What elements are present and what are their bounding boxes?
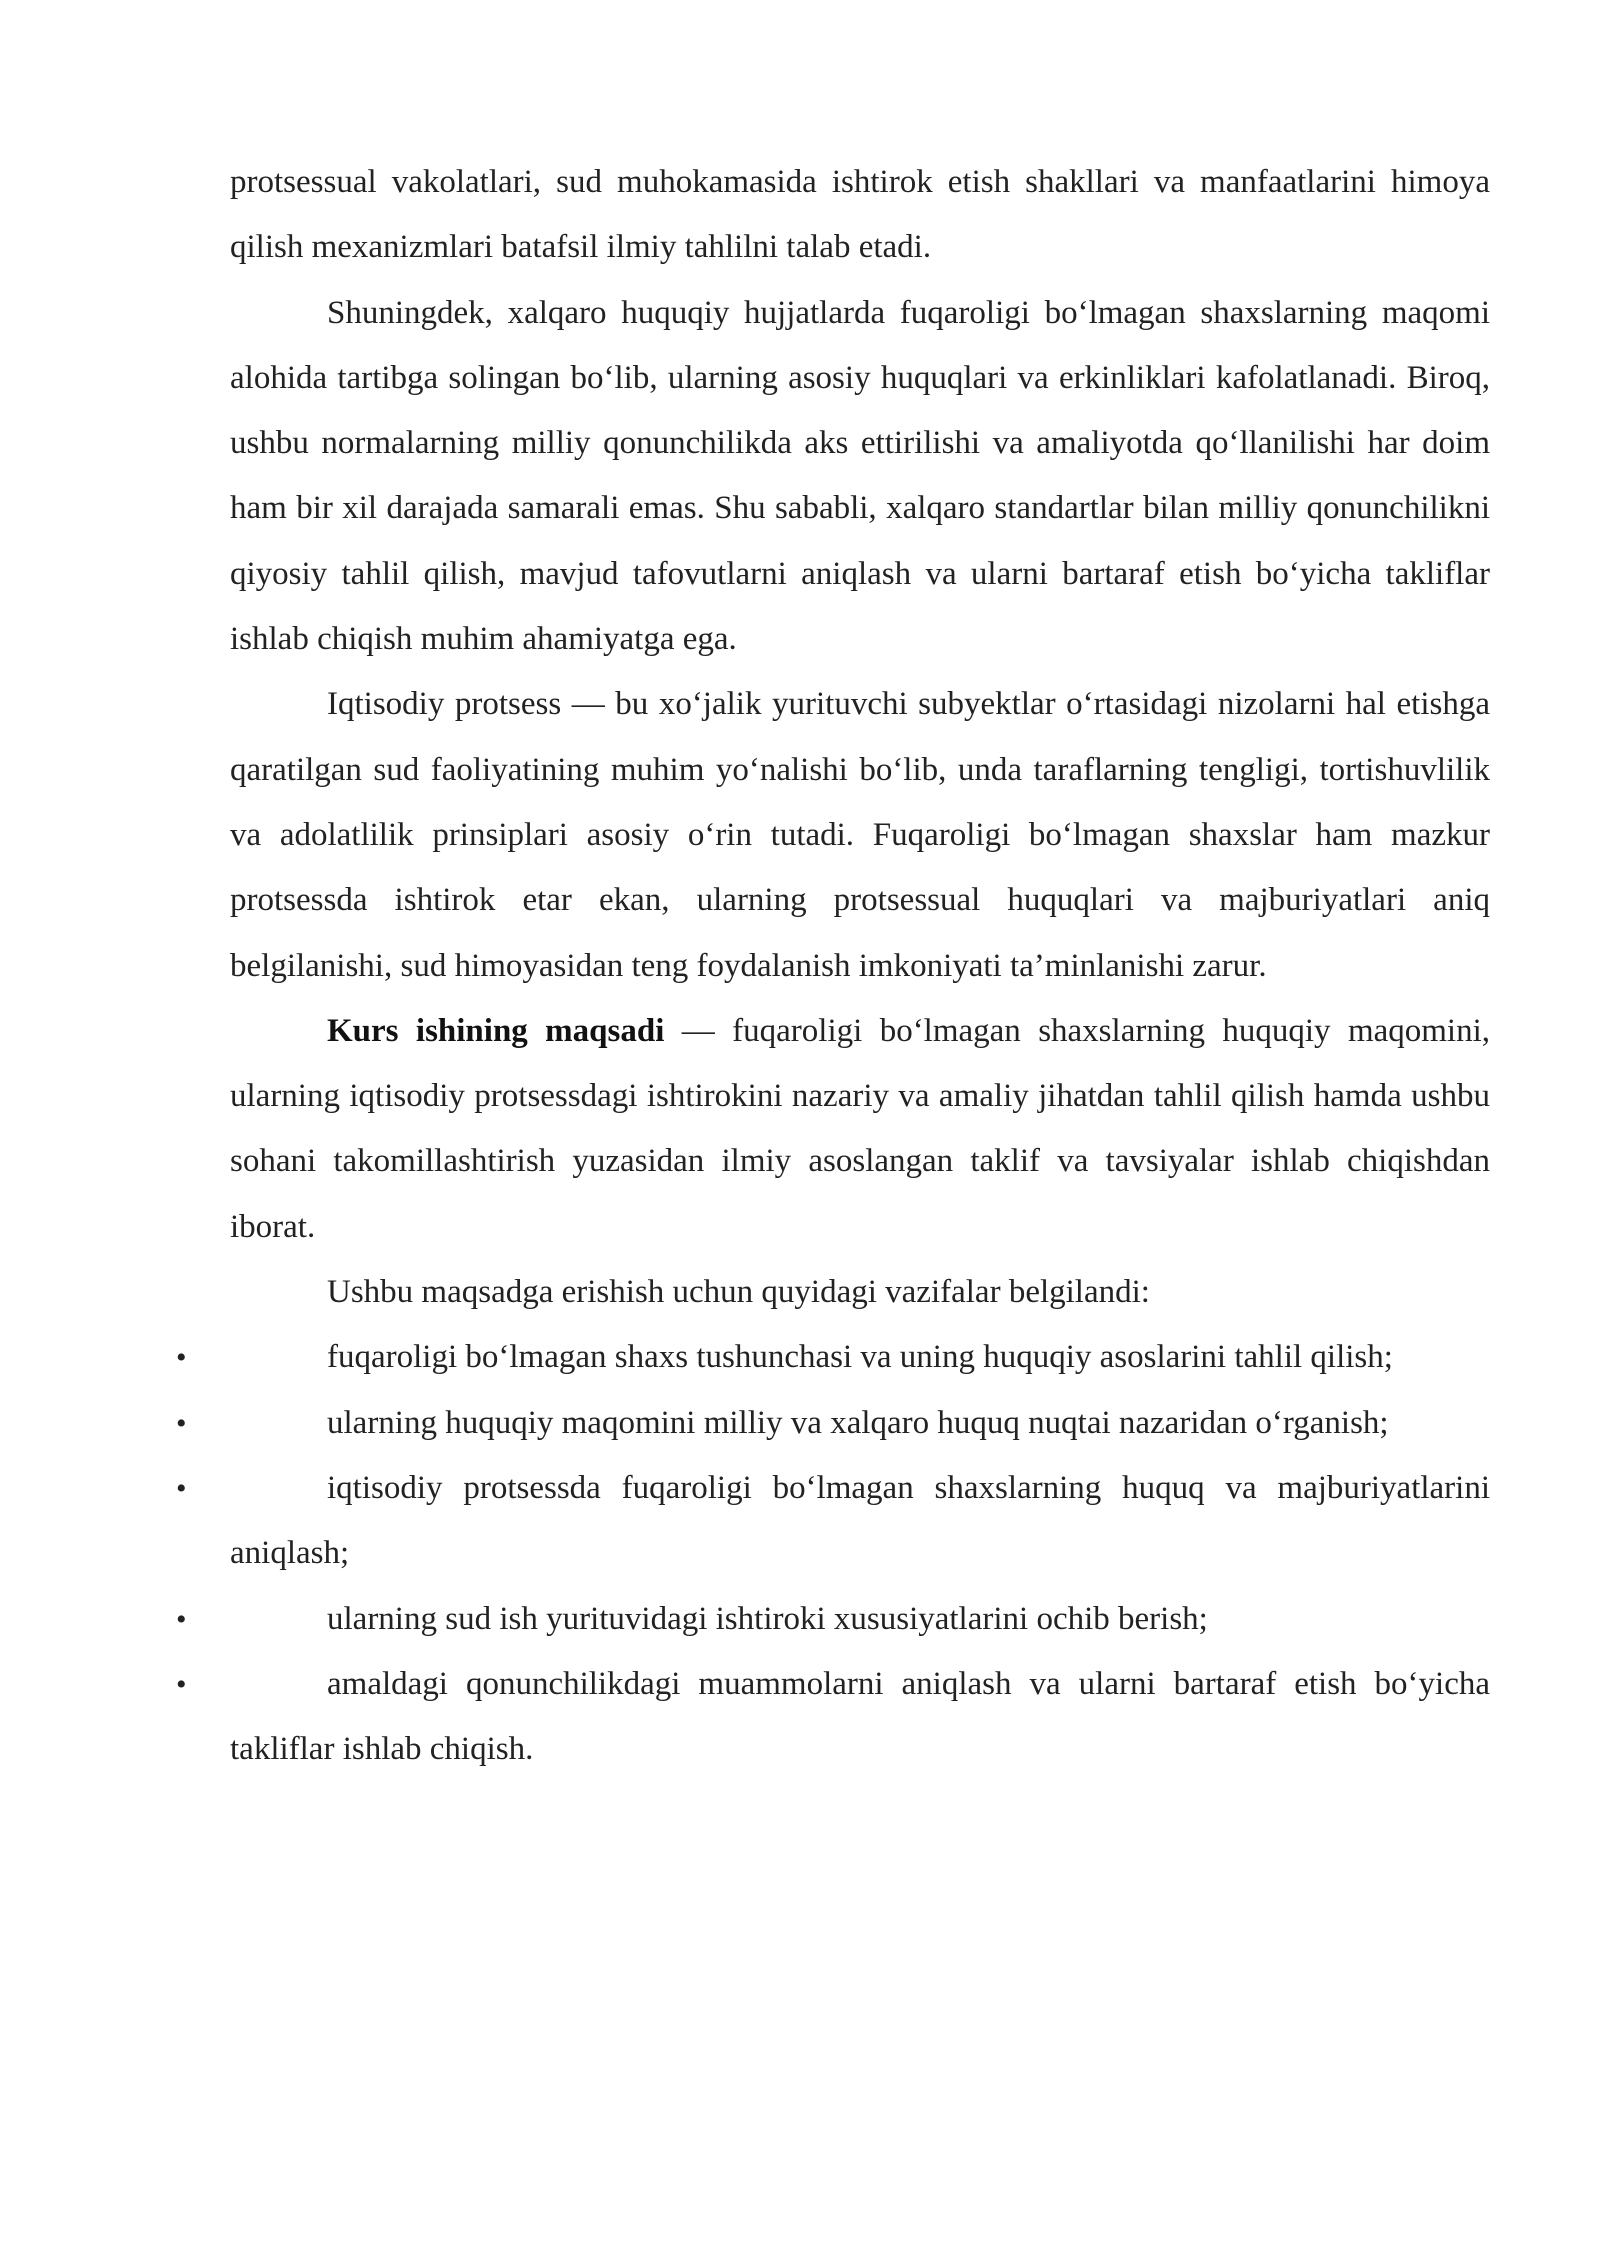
bullet-icon: • bbox=[176, 1341, 187, 1375]
list-item bbox=[176, 1391, 1490, 1456]
list-item-text: ularning huquqiy maqomini milliy va xalqaro huquq nuqtai nazaridan o‘rganish; bbox=[327, 1404, 1389, 1441]
list-item bbox=[176, 1587, 1490, 1652]
list-item bbox=[176, 1652, 1490, 1783]
list-item bbox=[176, 1325, 1490, 1390]
list-item-text: fuqaroligi bo‘lmagan shaxs tushunchasi va uning huquqiy asoslarini tahlil qilish; bbox=[327, 1339, 1393, 1376]
list-item-text: ularning sud ish yurituvidagi ishtiroki xususiyatlarini ochib berish; bbox=[327, 1600, 1208, 1637]
list-item bbox=[176, 1456, 1490, 1587]
list-item-text: iqtisodiy protsessda fuqaroligi bo‘lmagan shaxslarning huquq va majburiyatlarini aniqlash; bbox=[230, 1469, 1490, 1572]
bullet-icon: • bbox=[176, 1602, 187, 1636]
paragraph-international-standards: Shuningdek, xalqaro huquqiy hujjatlarda fuqaroligi bo‘lmagan shaxslarning maqomi alohida tartibga solingan bo‘lib, ularning asosiy huquqlari va erkinliklari kafolatlanadi. Biroq, ushbu normalarning milliy qonunchilikda aks ettirilishi va amaliyotda qo‘llanilishi har doim ham bir xil darajada samarali emas. Shu sababli, xalqaro standartlar bilan milliy qonunchilikni qiyosiy tahlil qilish, mavjud tafovutlarni aniqlash va ularni bartaraf etish bo‘yicha takliflar ishlab chiqish muhim ahamiyatga ega. bbox=[230, 294, 1490, 658]
paragraph-continuation: protsessual vakolatlari, sud muhokamasida ishtirok etish shakllari va manfaatlarini himoya qilish mexanizmlari batafsil ilmiy tahlilni talab etadi. bbox=[230, 164, 1490, 266]
course-goal-text: — fuqaroligi bo‘lmagan shaxslarning huquqiy maqomini, ularning iqtisodiy protsessdagi ishtirokini nazariy va amaliy jihatdan tahlil qilish hamda ushbu sohani takomillashtirish yuzasidan ilmiy asoslangan taklif va tavsiyalar ishlab chiqishdan iborat. bbox=[230, 1012, 1491, 1245]
bullet-icon: • bbox=[176, 1406, 187, 1440]
tasks-list bbox=[176, 1325, 1490, 1782]
list-item-text: amaldagi qonunchilikdagi muammolarni aniqlash va ularni bartaraf etish bo‘yicha takliflar ishlab chiqish. bbox=[230, 1665, 1490, 1768]
paragraph-economic-process: Iqtisodiy protsess — bu xo‘jalik yurituvchi subyektlar o‘rtasidagi nizolarni hal etishga qaratilgan sud faoliyatining muhim yo‘nalishi bo‘lib, unda taraflarning tengligi, tortishuvlilik va adolatlilik prinsiplari asosiy o‘rin tutadi. Fuqaroligi bo‘lmagan shaxslar ham mazkur protsessda ishtirok etar ekan, ularning protsessual huquqlari va majburiyatlari aniq belgilanishi, sud himoyasidan teng foydalanish imkoniyati ta’minlanishi zarur. bbox=[230, 686, 1490, 984]
course-goal-heading: Kurs ishining maqsadi bbox=[327, 1012, 665, 1049]
bullet-icon: • bbox=[176, 1471, 187, 1505]
paragraph-course-goal bbox=[230, 999, 1490, 1260]
bullet-icon: • bbox=[176, 1667, 187, 1701]
document-body bbox=[176, 150, 1491, 1782]
paragraph-tasks-intro: Ushbu maqsadga erishish uchun quyidagi vazifalar belgilandi: bbox=[327, 1274, 1150, 1311]
